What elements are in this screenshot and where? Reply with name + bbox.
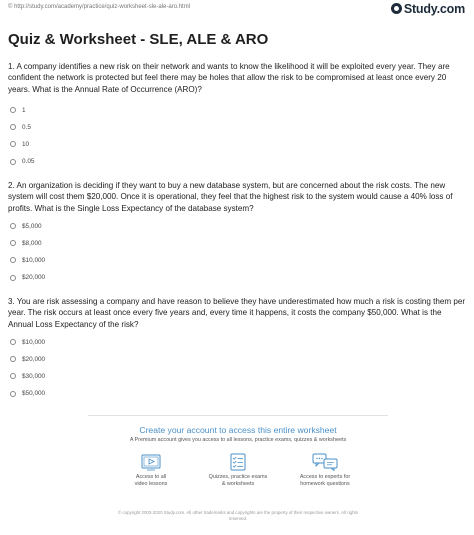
- answer-option-label: $20,000: [22, 355, 46, 363]
- radio-button[interactable]: [10, 391, 16, 397]
- video-lessons-icon: [140, 453, 162, 471]
- copyright-notice: [88, 510, 388, 522]
- answer-option[interactable]: [10, 273, 210, 283]
- feature-label: & worksheets: [221, 481, 255, 487]
- feature-label: Access to all: [135, 474, 167, 480]
- study-logo[interactable]: [391, 1, 465, 16]
- quizzes-icon: [227, 453, 249, 471]
- answer-option-label: $8,000: [22, 239, 42, 247]
- radio-button[interactable]: [10, 141, 16, 147]
- feature-label: Quizzes, practice exams: [208, 474, 268, 480]
- question-1-options: [10, 105, 210, 174]
- page-header: [0, 0, 474, 18]
- question-1-text: 1. A company identifies a new risk on their network and wants to know the likelihood it will be exploited every year. They are confident the network is protected but feel there may be holes that allow the risk to be compromised at least once every 20 years. What is the Annual Rate of Occurrence (ARO)?: [8, 62, 450, 94]
- copyright-line: reserved.: [228, 516, 248, 521]
- experts-icon: [312, 453, 338, 471]
- question-3-text: 3. You are risk assessing a company and have reason to believe they have underestimated how much a risk is costing them per year. The risk occurs at least once every five years and, every time it happens, it costs the company $50,000. What is the Annual Loss Expectancy of the risk?: [8, 297, 466, 329]
- answer-option-label: $50,000: [22, 390, 46, 398]
- study-logo-icon: [391, 3, 402, 14]
- answer-option-label: $5,000: [22, 222, 42, 230]
- answer-option-label: 0.5: [22, 123, 31, 131]
- radio-button[interactable]: [10, 373, 16, 379]
- feature-quizzes: [193, 453, 283, 488]
- page-title: Quiz & Worksheet - SLE, ALE & ARO: [8, 31, 269, 48]
- radio-button[interactable]: [10, 339, 16, 345]
- question-3-options: [10, 337, 210, 406]
- radio-button[interactable]: [10, 275, 16, 281]
- radio-button[interactable]: [10, 257, 16, 263]
- answer-option[interactable]: [10, 354, 210, 364]
- feature-experts: [280, 453, 370, 488]
- answer-option[interactable]: [10, 105, 210, 115]
- answer-option[interactable]: [10, 122, 210, 132]
- answer-option-label: $10,000: [22, 338, 46, 346]
- radio-button[interactable]: [10, 223, 16, 229]
- cta-subtitle: A Premium account gives you access to all lessons, practice exams, quizzes & worksheets: [129, 437, 347, 443]
- question-2-options: [10, 221, 210, 290]
- answer-option-label: $30,000: [22, 372, 46, 380]
- feature-label: homework questions: [300, 481, 350, 487]
- answer-option-label: $10,000: [22, 256, 46, 264]
- answer-option[interactable]: [10, 157, 210, 167]
- feature-label: video lessons: [134, 481, 168, 487]
- question-2-text: 2. An organization is deciding if they want to buy a new database system, but are concerned about the risk costs. The new system will cost them $20,000. Once it is operational, they feel that the highest risk to the system would cause a 40% loss of profits. What is the Single Loss Expectancy of the database system?: [8, 181, 453, 213]
- answer-option[interactable]: [10, 255, 210, 265]
- answer-option[interactable]: [10, 139, 210, 149]
- page-url: © http://study.com/academy/practice/quiz-worksheet-sle-ale-aro.html: [8, 4, 191, 10]
- answer-option[interactable]: [10, 238, 210, 248]
- copyright-line: © copyright 2003-2020 Study.com. All other trademarks and copyrights are the property of their respective owners. All rights: [118, 510, 358, 515]
- answer-option[interactable]: [10, 221, 210, 231]
- radio-button[interactable]: [10, 107, 16, 113]
- answer-option-label: $20,000: [22, 274, 46, 282]
- answer-option[interactable]: [10, 371, 210, 381]
- feature-video-lessons: [106, 453, 196, 488]
- radio-button[interactable]: [10, 356, 16, 362]
- answer-option-label: 10: [22, 140, 30, 148]
- radio-button[interactable]: [10, 124, 16, 130]
- feature-label: Access to experts for: [299, 474, 351, 480]
- answer-option[interactable]: [10, 389, 210, 399]
- answer-option-label: 1: [22, 106, 26, 114]
- study-logo-text: Study.com: [403, 1, 465, 16]
- premium-cta: [88, 415, 388, 525]
- cta-title-link[interactable]: Create your account to access this entire worksheet: [139, 425, 337, 435]
- radio-button[interactable]: [10, 240, 16, 246]
- radio-button[interactable]: [10, 159, 16, 165]
- answer-option-label: 0.05: [22, 158, 35, 166]
- answer-option[interactable]: [10, 337, 210, 347]
